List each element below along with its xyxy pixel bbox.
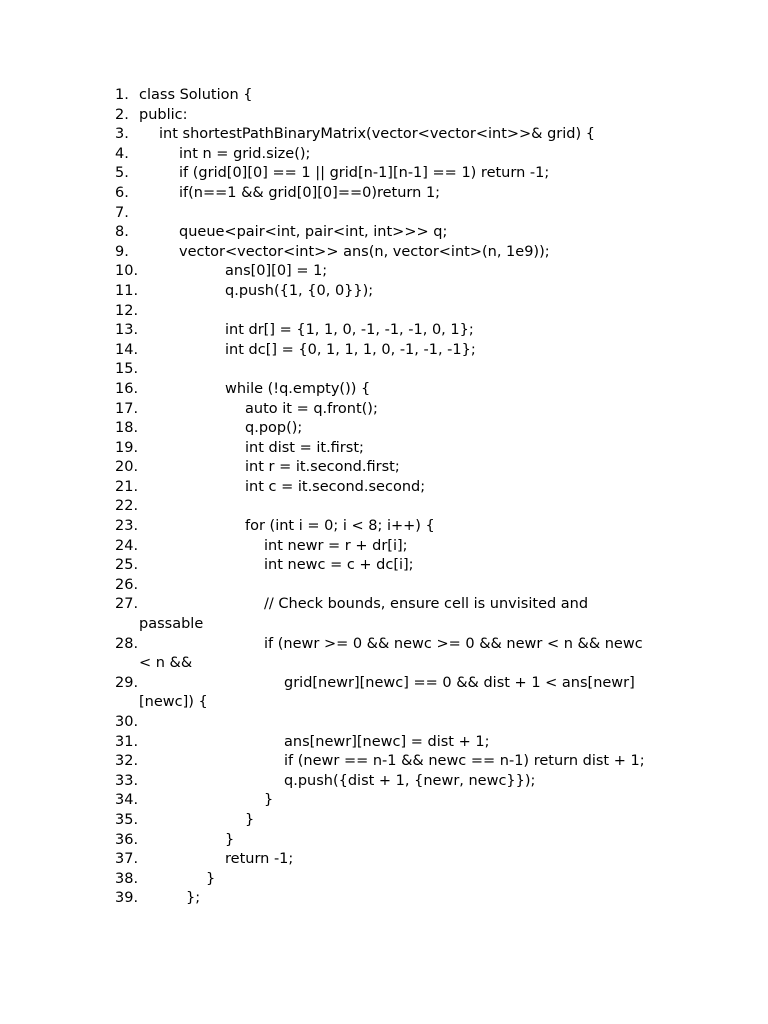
code-text: int newc = c + dc[i]; (264, 557, 414, 574)
code-text: int shortestPathBinaryMatrix(vector<vector<int>>& grid) { (159, 126, 595, 143)
line-number: 6. (115, 184, 129, 201)
code-text: q.pop(); (245, 420, 303, 437)
code-text-continuation: passable (139, 616, 204, 633)
code-text: for (int i = 0; i < 8; i++) { (245, 518, 435, 535)
line-number: 17. (115, 400, 139, 417)
code-line (0, 733, 768, 753)
code-line (0, 517, 768, 537)
code-text: if (newr == n-1 && newc == n-1) return dist + 1; (284, 753, 645, 770)
line-number: 1. (115, 87, 129, 103)
line-number: 7. (115, 204, 129, 221)
line-number: 13. (115, 322, 139, 339)
code-text: ans[newr][newc] = dist + 1; (284, 733, 490, 750)
line-number: 19. (115, 439, 139, 456)
code-line (0, 380, 768, 400)
code-line (0, 223, 768, 243)
code-text: int newr = r + dr[i]; (264, 537, 408, 554)
code-line (0, 497, 768, 517)
line-number: 9. (115, 243, 129, 260)
code-text: } (225, 831, 235, 848)
code-line (0, 674, 768, 713)
code-text: q.push({dist + 1, {newr, newc}}); (284, 772, 536, 789)
code-line (0, 125, 768, 145)
code-line (0, 302, 768, 322)
line-number: 5. (115, 165, 129, 182)
code-line (0, 184, 768, 204)
code-text: while (!q.empty()) { (225, 380, 371, 397)
code-line (0, 360, 768, 380)
code-listing (0, 86, 768, 909)
line-number: 21. (115, 478, 139, 495)
code-text: int dc[] = {0, 1, 1, 1, 0, -1, -1, -1}; (225, 341, 476, 358)
code-line (0, 478, 768, 498)
line-number: 26. (115, 576, 139, 593)
line-number: 37. (115, 851, 139, 868)
code-text: public: (139, 106, 188, 123)
code-line (0, 889, 768, 909)
code-text: vector<vector<int>> ans(n, vector<int>(n, 1e9)); (179, 243, 550, 260)
code-text: } (206, 870, 216, 887)
code-line (0, 282, 768, 302)
code-text: ans[0][0] = 1; (225, 263, 328, 280)
code-line (0, 870, 768, 890)
code-line (0, 243, 768, 263)
code-line (0, 400, 768, 420)
line-number: 20. (115, 459, 139, 476)
line-number: 14. (115, 341, 139, 358)
code-text: int dist = it.first; (245, 439, 364, 456)
code-line (0, 850, 768, 870)
code-line (0, 635, 768, 674)
code-text: int r = it.second.first; (245, 459, 400, 476)
line-number: 16. (115, 380, 139, 397)
code-line (0, 106, 768, 126)
code-text: int c = it.second.second; (245, 478, 426, 495)
line-number: 38. (115, 870, 139, 887)
line-number: 33. (115, 772, 139, 789)
code-text: } (264, 792, 274, 809)
code-line (0, 831, 768, 851)
code-text-continuation: < n && (139, 655, 193, 672)
code-line (0, 791, 768, 811)
line-number: 39. (115, 890, 139, 907)
code-text: if (grid[0][0] == 1 || grid[n-1][n-1] == 1) return -1; (179, 165, 550, 182)
line-number: 27. (115, 596, 139, 613)
line-number: 8. (115, 224, 129, 241)
line-number: 36. (115, 831, 139, 848)
line-number: 23. (115, 518, 139, 535)
line-number: 22. (115, 498, 139, 515)
line-number: 32. (115, 753, 139, 770)
line-number: 34. (115, 792, 139, 809)
code-line (0, 439, 768, 459)
code-line (0, 458, 768, 478)
code-line (0, 419, 768, 439)
code-text: }; (186, 890, 201, 907)
line-number: 28. (115, 635, 139, 652)
line-number: 10. (115, 263, 139, 280)
code-line (0, 204, 768, 224)
code-text: grid[newr][newc] == 0 && dist + 1 < ans[newr] (284, 674, 635, 691)
code-line (0, 145, 768, 165)
code-line (0, 262, 768, 282)
line-number: 24. (115, 537, 139, 554)
code-line (0, 321, 768, 341)
code-line (0, 341, 768, 361)
line-number: 4. (115, 145, 129, 162)
code-line (0, 772, 768, 792)
code-text: q.push({1, {0, 0}}); (225, 282, 374, 299)
line-number: 35. (115, 811, 139, 828)
line-number: 31. (115, 733, 139, 750)
code-text: queue<pair<int, pair<int, int>>> q; (179, 224, 448, 241)
line-number: 15. (115, 361, 139, 378)
line-number: 12. (115, 302, 139, 319)
code-text: class Solution { (139, 87, 253, 103)
code-line (0, 811, 768, 831)
code-text: } (245, 811, 255, 828)
line-number: 11. (115, 282, 139, 299)
code-text: int dr[] = {1, 1, 0, -1, -1, -1, 0, 1}; (225, 322, 474, 339)
code-text: int n = grid.size(); (179, 145, 311, 162)
code-line (0, 595, 768, 634)
code-line (0, 752, 768, 772)
line-number: 25. (115, 557, 139, 574)
code-text: return -1; (225, 851, 294, 868)
code-line (0, 556, 768, 576)
line-number: 2. (115, 106, 129, 123)
line-number: 18. (115, 420, 139, 437)
line-number: 3. (115, 126, 129, 143)
code-line (0, 576, 768, 596)
code-text: if(n==1 && grid[0][0]==0)return 1; (179, 184, 441, 201)
code-text-continuation: [newc]) { (139, 694, 208, 711)
line-number: 29. (115, 674, 139, 691)
code-line (0, 86, 768, 106)
code-text: auto it = q.front(); (245, 400, 378, 417)
code-line (0, 713, 768, 733)
line-number: 30. (115, 714, 139, 730)
code-text: // Check bounds, ensure cell is unvisited and (264, 596, 589, 613)
code-line (0, 164, 768, 184)
code-line (0, 537, 768, 557)
code-text: if (newr >= 0 && newc >= 0 && newr < n && newc (264, 635, 643, 652)
